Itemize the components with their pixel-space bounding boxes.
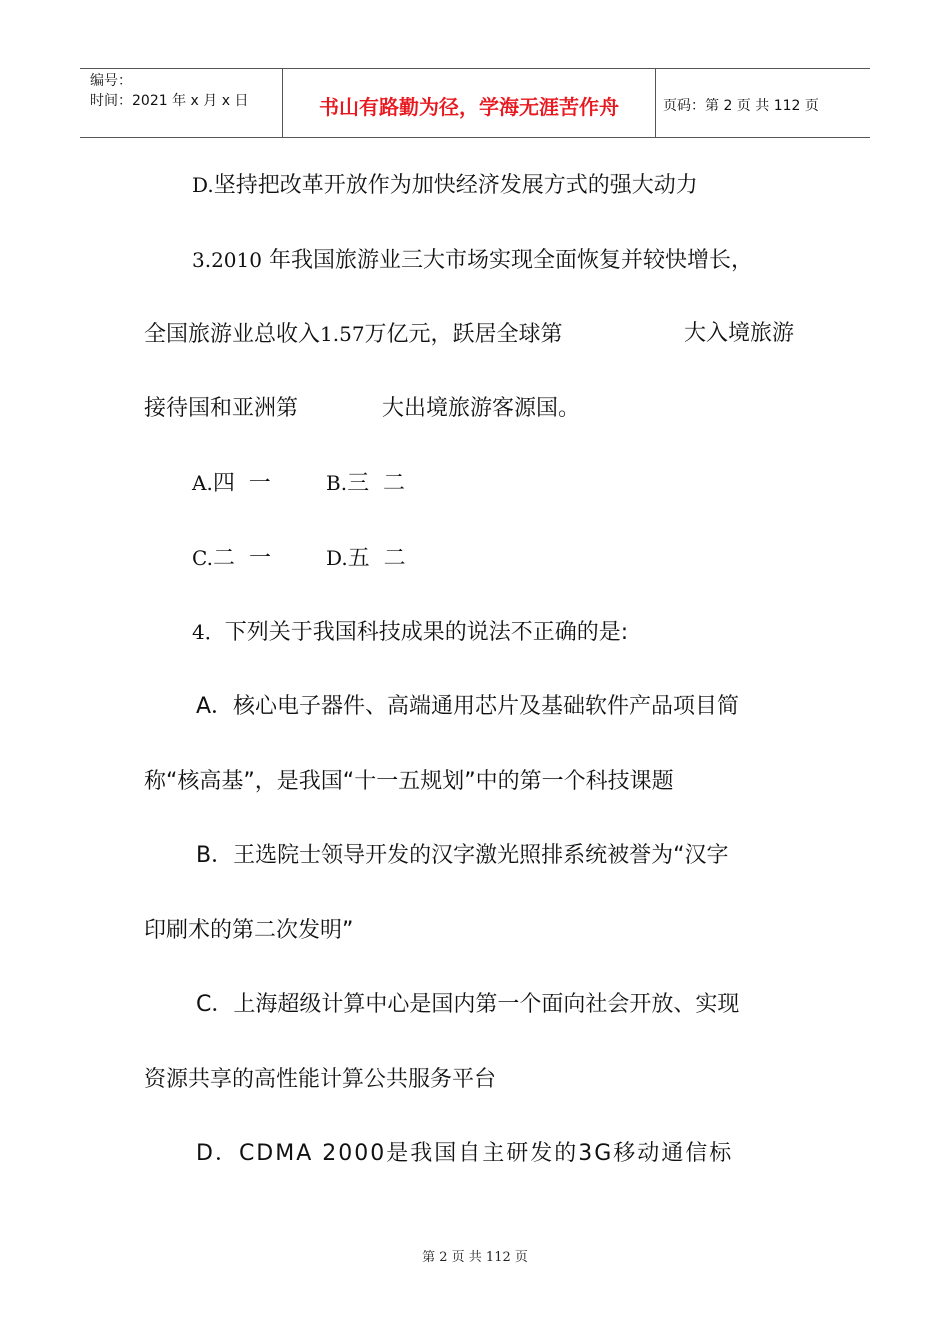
question-3-line2b: 大入境旅游 [684,321,795,346]
question-4-number: 4． [192,620,225,644]
option-c-label: C. [192,546,213,570]
question-3-text: 年我国旅游业三大市场实现全面恢复并较快增长， [261,248,753,273]
motto-text: 书山有路勤为径，学海无涯苦作舟 [319,95,619,119]
option-d-line [192,170,698,201]
answer-d-line1: D．CDMA 2000是我国自主研发的3G移动通信标 [196,1141,734,1166]
header-middle-cell [282,69,656,137]
option-d-prefix: D. [192,173,214,197]
option-c [192,543,271,574]
option-d-text2: 五 二 [347,546,406,571]
answer-c-line1: C．上海超级计算中心是国内第一个面向社会开放、实现 [196,992,740,1017]
page-footer: 第 2 页 共 112 页 [422,1250,528,1265]
header-left-cell [80,69,282,137]
option-a [192,468,271,499]
option-a-text: 四 一 [212,471,271,496]
question-3-line1 [192,245,753,276]
answer-a-line2: 称“核高基”，是我国“十一五规划”中的第一个科技课题 [144,769,674,794]
question-3-line3a: 接待国和亚洲第 [144,396,299,421]
option-c-text: 二 一 [212,546,271,571]
option-a-label: A. [192,471,213,495]
q3-text-b: 万亿元，跃居全球第 [364,322,563,347]
question-3-line2a [144,319,563,350]
answer-a-line1: A．核心电子器件、高端通用芯片及基础软件产品项目简 [196,694,740,719]
time-label: 时间：2021 年 x 月 x 日 [90,93,249,109]
answer-b-line2: 印刷术的第二次发明” [144,918,354,943]
number-label: 编号： [90,73,132,89]
q3-text-a: 全国旅游业总收入 [144,322,321,347]
question-3-line3b: 大出境旅游客源国。 [382,396,581,421]
document-header [80,68,870,138]
option-d-text: 坚持把改革开放作为加快经济发展方式的强大动力 [213,173,698,198]
q3-revenue: 1.57 [320,322,365,346]
question-4-text: 下列关于我国科技成果的说法不正确的是: [224,620,629,645]
option-b [326,468,405,499]
question-4 [192,617,628,648]
page-info: 页码：第 2 页 共 112 页 [663,98,819,114]
answer-b-line1: B．王选院士领导开发的汉字激光照排系统被誉为“汉字 [196,843,729,868]
answer-c-line2: 资源共享的高性能计算公共服务平台 [144,1067,497,1092]
option-d-label: D. [326,546,348,570]
option-d [326,543,406,574]
question-3-number: 3.2010 [192,248,262,272]
option-b-text: 三 二 [347,471,406,496]
header-right-cell [655,69,870,137]
option-b-label: B. [326,471,348,495]
